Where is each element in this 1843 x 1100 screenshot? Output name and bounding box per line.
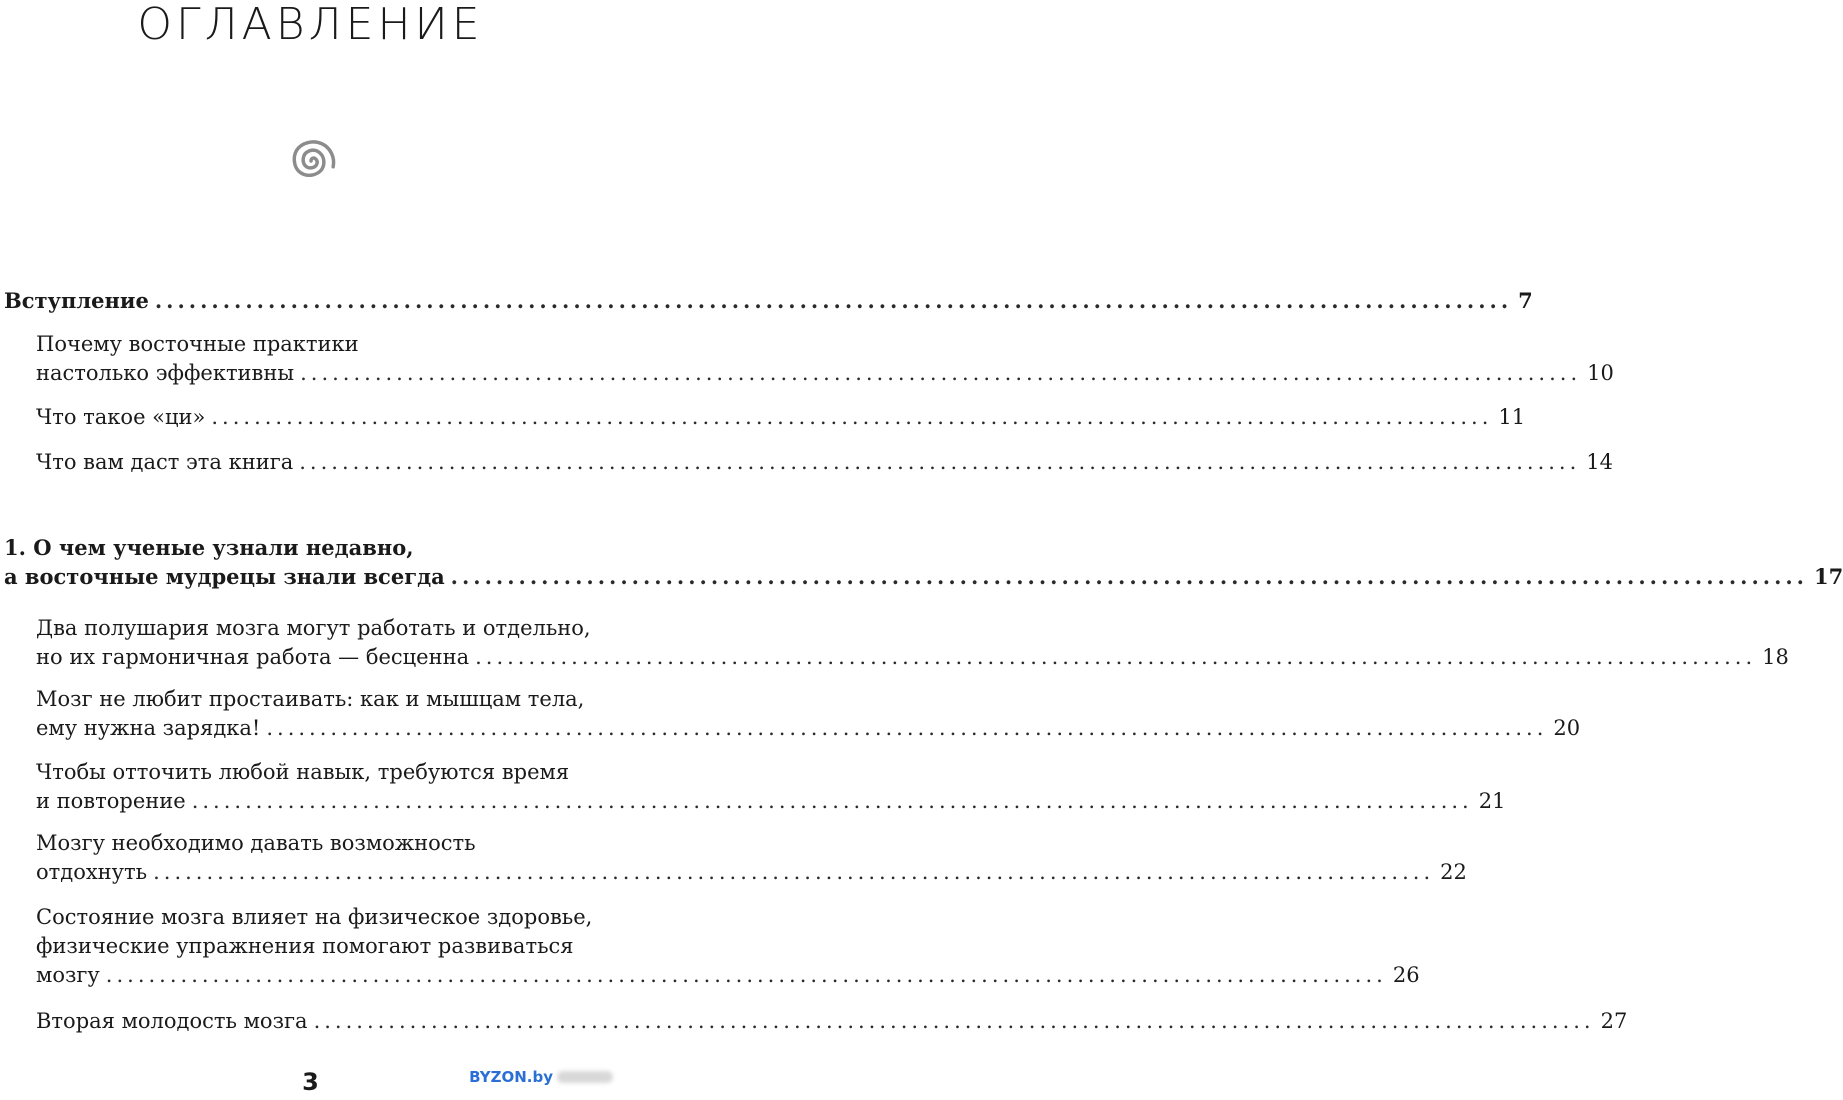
toc-entry-title: Мозгу необходимо давать возможность (36, 831, 476, 855)
toc-entry-title: и повторение (36, 789, 186, 813)
toc-chapter-entry (4, 533, 1843, 591)
toc-entry-title: Два полушария мозга могут работать и отдельно, (36, 616, 591, 640)
toc-entry-title: Вторая молодость мозга (36, 1009, 308, 1033)
watermark-blur (557, 1071, 613, 1083)
toc-line (36, 1007, 1628, 1036)
toc-section-entry (36, 403, 1526, 432)
watermark (469, 1068, 613, 1086)
toc-entry-title: а восточные мудрецы знали всегда (4, 564, 445, 589)
toc-line (36, 932, 621, 961)
toc-dot-leader: ........................................................................................................................ (191, 789, 1473, 813)
toc-entry-title: Состояние мозга влияет на физическое здоровье, (36, 905, 593, 929)
toc-dot-leader: ........................................................................................................................ (154, 288, 1513, 313)
toc-dot-leader: ........................................................................................................................ (266, 716, 1548, 740)
toc-entry-title: Вступление (4, 288, 149, 313)
toc-section-entry (36, 903, 1420, 990)
toc-dot-leader: ........................................................................................................................ (450, 564, 1808, 589)
toc-line (36, 961, 1420, 990)
toc-line (36, 685, 621, 714)
spiral-icon (282, 134, 340, 188)
toc-line (36, 403, 1526, 432)
toc-line (36, 787, 1506, 816)
toc-dot-leader: ........................................................................................................................ (105, 963, 1387, 987)
toc-line (36, 359, 1614, 388)
toc-line (36, 758, 621, 787)
toc-entry-title: настолько эффективны (36, 361, 295, 385)
toc-page-number: 14 (1586, 450, 1614, 474)
toc-line (36, 448, 1614, 477)
toc-line (36, 330, 621, 359)
toc-entry-title: Почему восточные практики (36, 332, 359, 356)
toc-dot-leader: ........................................................................................................................ (475, 645, 1757, 669)
toc-page-number: 7 (1518, 288, 1533, 313)
toc-entry-title: физические упражнения помогают развиваться (36, 934, 574, 958)
toc-page-number: 10 (1587, 361, 1614, 385)
toc-line (36, 829, 621, 858)
toc-page-number: 21 (1478, 789, 1506, 813)
toc-section-entry (36, 829, 1467, 887)
toc-page-number: 27 (1600, 1009, 1628, 1033)
toc-dot-leader: ........................................................................................................................ (153, 860, 1435, 884)
toc-entry-title: но их гармоничная работа — бесценна (36, 645, 470, 669)
toc-page-number: 11 (1498, 405, 1526, 429)
toc-section-entry (36, 614, 1789, 672)
toc-section-entry (36, 448, 1614, 477)
watermark-text: BYZON.by (469, 1068, 553, 1086)
toc-entry-title: отдохнуть (36, 860, 148, 884)
toc-dot-leader: ........................................................................................................................ (299, 450, 1581, 474)
toc-section-entry (36, 685, 1581, 743)
toc-line (4, 286, 1533, 315)
toc-entry-title: Мозг не любит простаивать: как и мышцам тела, (36, 687, 585, 711)
toc-page-number: 18 (1762, 645, 1789, 669)
toc-line (4, 562, 1843, 591)
toc-entry-title: Что вам даст эта книга (36, 450, 294, 474)
toc-section-entry (36, 758, 1506, 816)
toc-entry-title: Что такое «ци» (36, 405, 206, 429)
toc-line (4, 533, 621, 562)
toc-entry-title: мозгу (36, 963, 100, 987)
toc-line (36, 714, 1581, 743)
toc-dot-leader: ........................................................................................................................ (211, 405, 1493, 429)
toc-page-number: 20 (1553, 716, 1581, 740)
toc-chapter-entry (4, 286, 1533, 315)
toc-section-entry (36, 330, 1614, 388)
toc-line (36, 903, 621, 932)
toc-dot-leader: ........................................................................................................................ (300, 361, 1582, 385)
toc-page-number: 22 (1440, 860, 1467, 884)
toc-page-number: 17 (1814, 564, 1843, 589)
page-number: 3 (302, 1068, 319, 1096)
toc-entry-title: Чтобы отточить любой навык, требуются время (36, 760, 570, 784)
toc-section-entry (36, 1007, 1628, 1036)
toc-line (36, 858, 1467, 887)
toc-entry-title: 1. О чем ученые узнали недавно, (4, 535, 414, 560)
toc-entry-title: ему нужна зарядка! (36, 716, 261, 740)
toc-line (36, 614, 621, 643)
toc-line (36, 643, 1789, 672)
page-title: ОГЛАВЛЕНИЕ (137, 0, 484, 50)
toc-page-number: 26 (1392, 963, 1420, 987)
toc-dot-leader: ........................................................................................................................ (313, 1009, 1595, 1033)
